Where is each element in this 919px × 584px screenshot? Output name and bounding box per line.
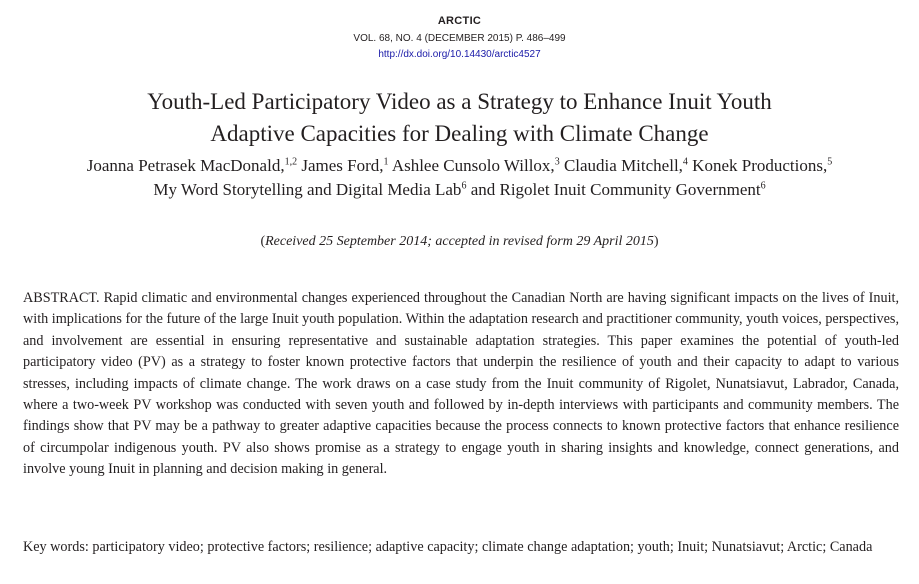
author-name: Joanna Petrasek MacDonald, (86, 156, 285, 175)
author-name: Ashlee Cunsolo Willox, (391, 156, 555, 175)
author-line-1 (0, 154, 919, 178)
title-line-2: Adaptive Capacities for Dealing with Climate Change (210, 121, 709, 146)
abstract-paragraph: ABSTRACT. Rapid climatic and environmental changes experienced throughout the Canadian North are having significant impacts on the lives of Inuit, with implications for the future of the large Inuit youth population. Within the adaptation research and practitioner community, youth voices, perspectives, and involvement are essential in ensuring representative and sustainable adaptation strategies. This paper examines the potential of youth-led participatory video (PV) as a strategy to foster known protective factors that underpin the resilience of youth and their capacity to adapt to various stresses, including impacts of climate change. The work draws on a case study from the Inuit community of Rigolet, Nunatsiavut, Labrador, Canada, where a two-week PV workshop was conducted with seven youth and followed by in-depth interviews with participants and community members. The findings show that PV may be a pathway to greater adaptive capacities because the process connects to known protective factors that enhance resilience of circumpolar indigenous youth. PV also shows promise as a strategy to engage youth in sharing insights and knowledge, connect generations, and involve young Inuit in planning and decision making in general. (23, 290, 899, 478)
affiliation-number: 6 (461, 180, 467, 192)
author-name: James Ford, (301, 156, 384, 175)
author-name: Konek Productions, (692, 156, 828, 175)
affiliation-number: 3 (554, 156, 560, 168)
affiliation-number: 1,2 (284, 156, 298, 168)
author-name: My Word Storytelling and Digital Media Lab (153, 180, 462, 199)
received-dates: (Received 25 September 2014; accepted in revised form 29 April 2015) (260, 234, 659, 249)
affiliation-number: 4 (682, 156, 688, 168)
affiliation-number: 1 (383, 156, 389, 168)
received-text: Received 25 September 2014; accepted in revised form 29 April 2015 (265, 234, 654, 249)
keywords-paragraph: Key words: participatory video; protective factors; resilience; adaptive capacity; climate change adaptation; youth; Inuit; Nunatsiavut; Arctic; Canada (23, 539, 873, 555)
author-name: Claudia Mitchell, (563, 156, 683, 175)
journal-name: ARCTIC (437, 15, 482, 27)
article-title (0, 86, 919, 150)
author-line-2 (0, 178, 919, 202)
doi-link[interactable]: http://dx.doi.org/10.14430/arctic4527 (378, 49, 541, 60)
volume-info: VOL. 68, NO. 4 (DECEMBER 2015) P. 486–499 (353, 33, 566, 44)
title-line-1: Youth-Led Participatory Video as a Strategy to Enhance Inuit Youth (147, 89, 772, 114)
affiliation-number: 5 (827, 156, 833, 168)
author-name: and Rigolet Inuit Community Government (470, 180, 761, 199)
author-list (0, 154, 919, 202)
affiliation-number: 6 (760, 180, 766, 192)
